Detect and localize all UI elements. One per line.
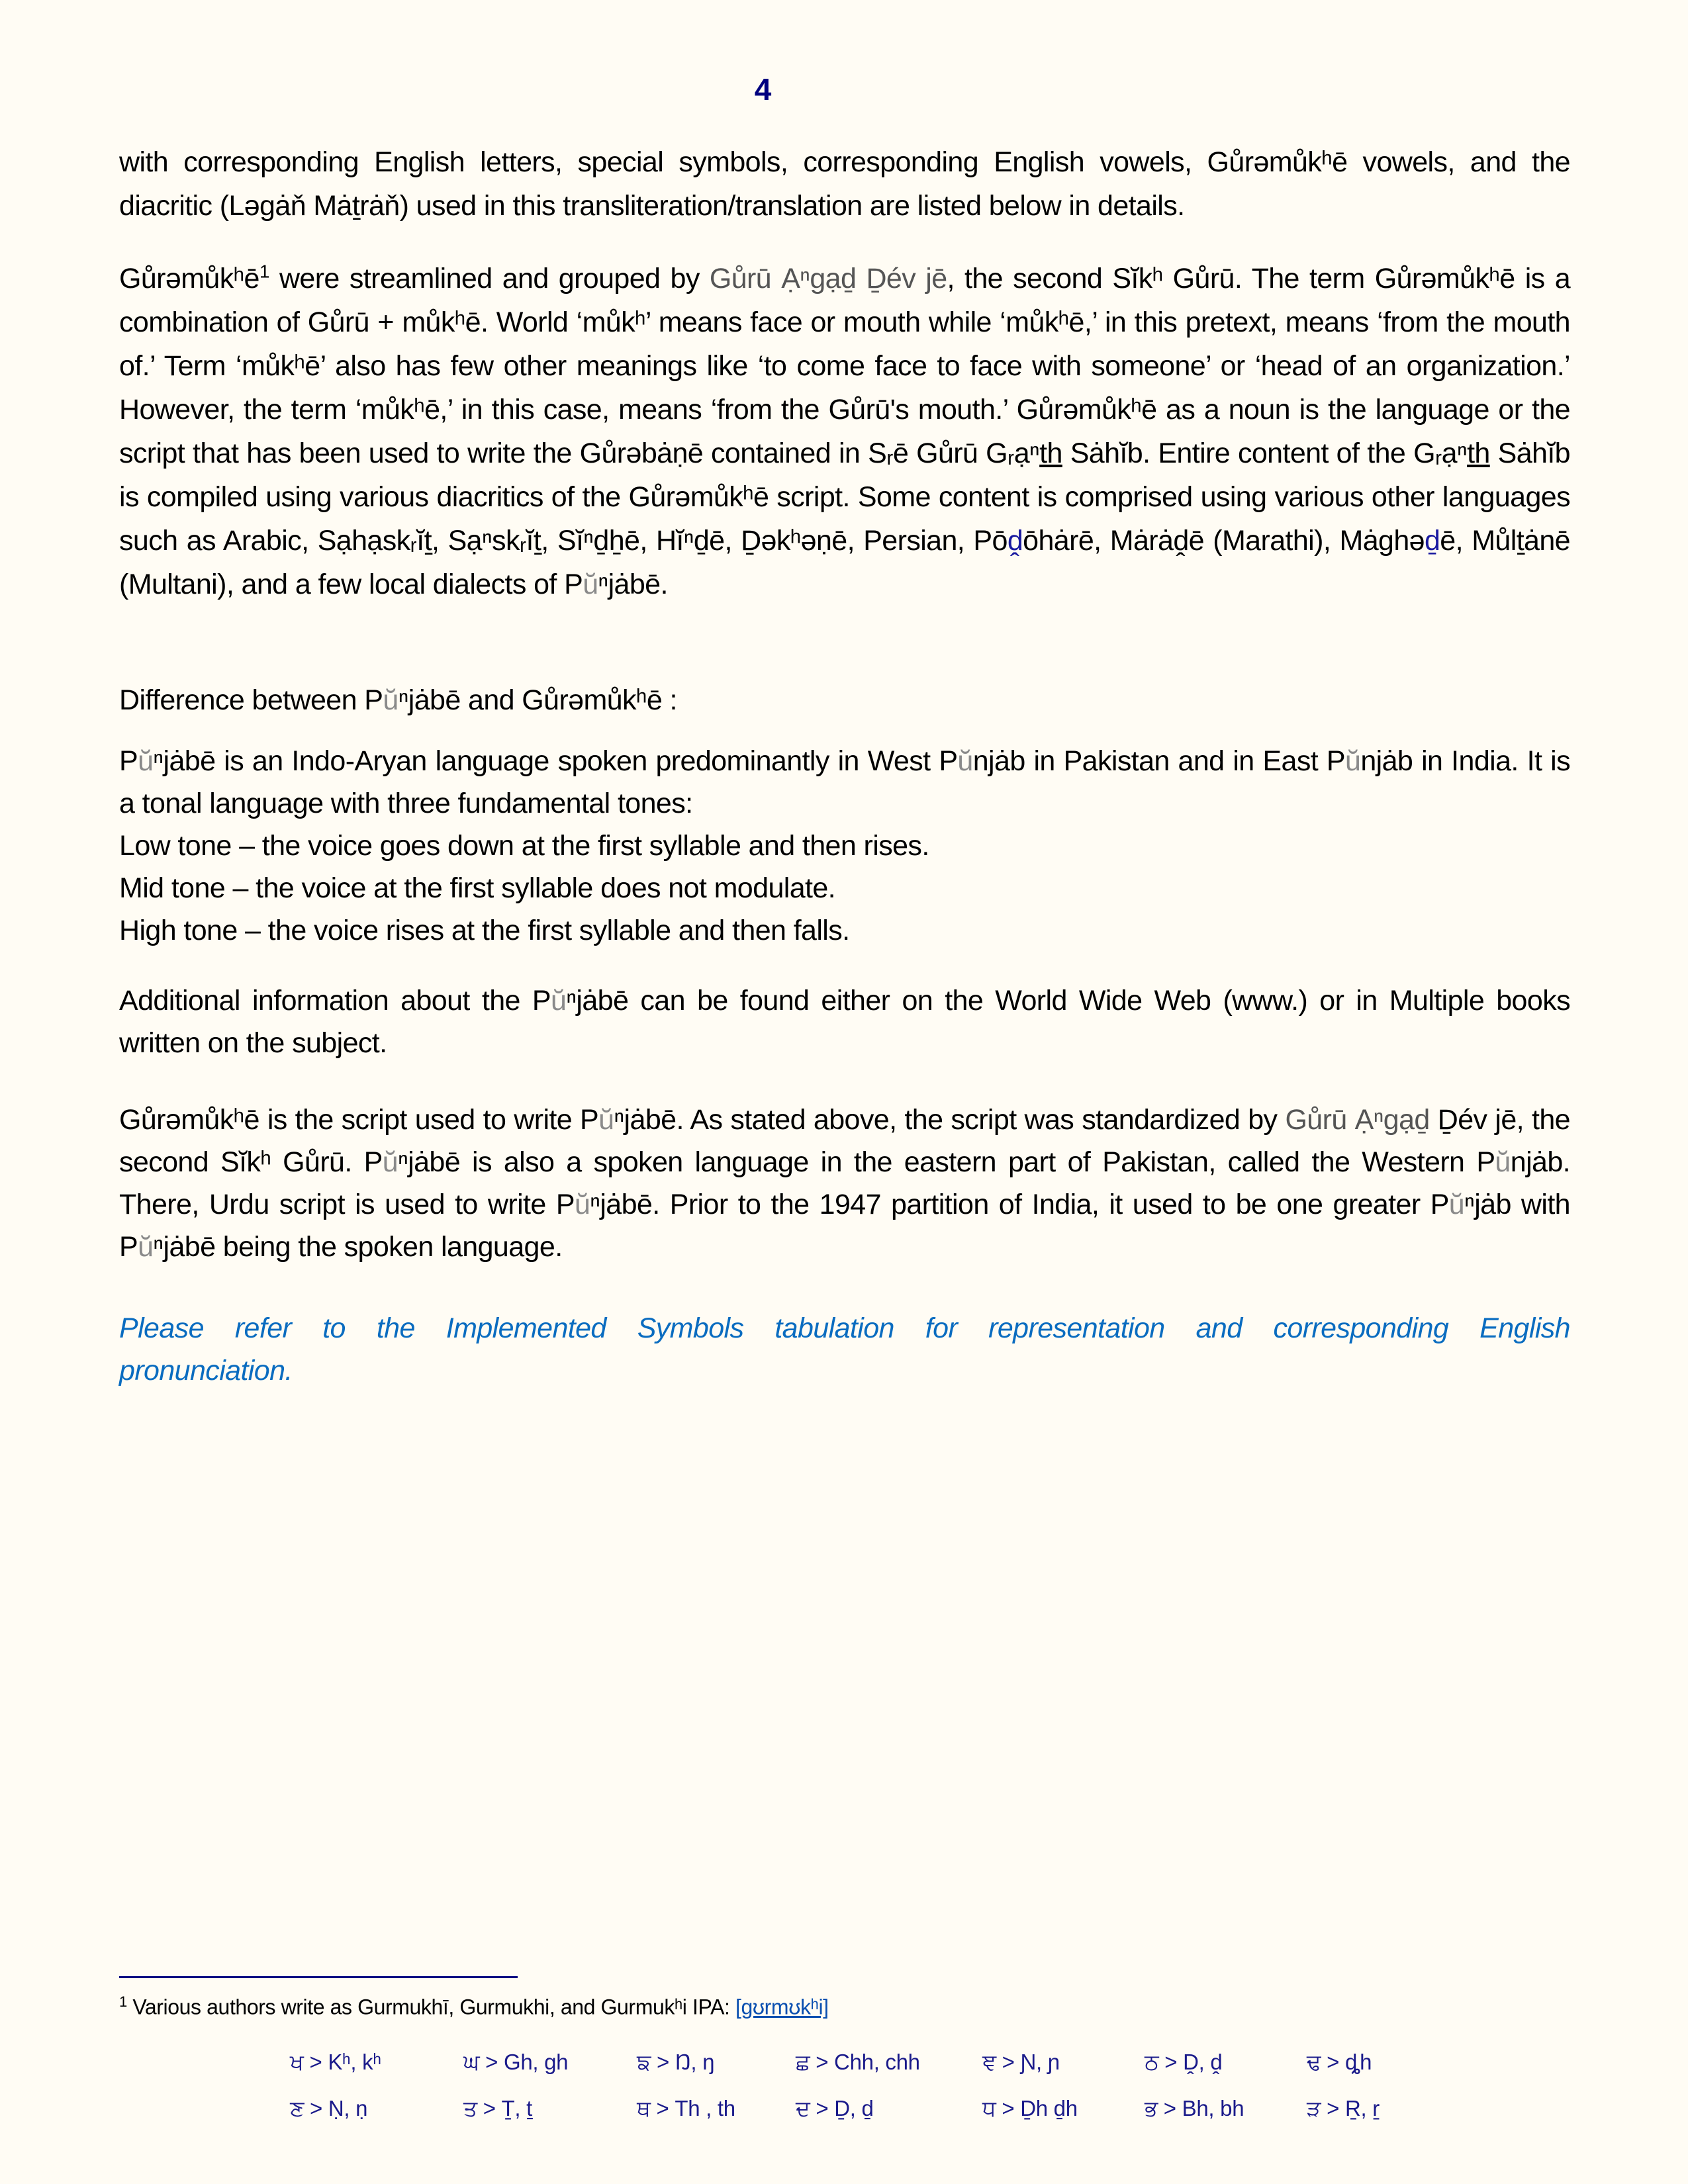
symbol-mapping: ਤ > Ṯ, ṯ	[463, 2096, 532, 2120]
text-run: ē, Můlṯȧnē (Multani), and a few local dialects of P	[119, 525, 1570, 600]
punjabi-description-paragraph	[119, 740, 1570, 952]
difference-heading-text	[119, 678, 1570, 722]
text-run: were streamlined and grouped by	[269, 263, 710, 295]
highlighted-letter: ḏ	[1424, 525, 1440, 557]
refer-note-text: Please refer to the Implemented Symbols tabulation for representation and corresponding English pronunciation.	[119, 1312, 1570, 1387]
symbol-mapping: ਭ > Bh, bh	[1145, 2096, 1244, 2120]
symbol-mapping-grid	[290, 2048, 1439, 2122]
symbol-mapping: ਣ > Ṇ, ṇ	[290, 2096, 368, 2120]
text-run: P	[119, 745, 138, 777]
text-run: ⁿjȧbē is also a spoken language in the eastern part of Pakistan, called the Western P	[398, 1146, 1495, 1178]
footnote-reference[interactable]: 1	[259, 261, 269, 282]
symbol-mapping: ਘ > Gh, gh	[463, 2050, 569, 2074]
text-run: , the second Sĭkʰ Gůrū. The term Gůrəmůkʰē is a combination of Gůrū + můkʰē. World ‘můkʰ’ means face or mouth while ‘můkʰē,’ in this pretext, means ‘from the mouth of.’ Term ‘můkʰē’ also has few other meanings like ‘to come face to face with someone’ or ‘head of an organization.’ However, the term ‘můkʰē,’ in this case, means ‘from the Gůrū's mouth.’ Gůrəmůkʰē as a noun is the language or the script that has been used to write the Gůrəbȧṇē contained in Sᵣē Gůrū Gᵣạⁿ	[119, 263, 1571, 469]
ipa-link[interactable]: [ɡʊrmʊkʰi]	[735, 1995, 829, 2019]
script-paragraph	[119, 1099, 1570, 1268]
text-run: Difference between P	[119, 684, 383, 716]
symbol-mapping: ੜ > Ṟ, ṟ	[1307, 2096, 1380, 2120]
gray-vowel: ŭ	[574, 1189, 590, 1220]
underlined-th: th	[1467, 437, 1490, 469]
symbol-mapping: ਛ > Chh, chh	[796, 2050, 920, 2074]
text-run: njȧb in India. It is a tonal language with three fundamental tones:	[119, 745, 1570, 819]
text-run: ⁿjȧbē can be found either on the World Wide Web (www.) or in Multiple books written on the subject.	[119, 985, 1570, 1059]
text-run: ⁿjȧbē being the spoken language.	[153, 1231, 563, 1263]
gray-vowel: ŭ	[583, 569, 598, 600]
text-run: Sȧhĭb is compiled using various diacritics of the Gůrəmůkʰē script. Some content is comprised using various other languages such as Arabic, Sạhạskᵣĭṯ, Sạⁿskᵣĭṯ, Sĭⁿḏẖē, Hĭⁿḏē, Ḏəkʰəṇē, Persian, Pō	[119, 437, 1570, 557]
page-number: 4	[754, 72, 772, 107]
text-run: njȧb in Pakistan and in East P	[972, 745, 1345, 777]
footnote-text: Various authors write as Gurmukhī, Gurmukhi, and Gurmukʰi IPA:	[126, 1995, 735, 2019]
gray-vowel: ŭ	[138, 745, 154, 777]
footnote-separator	[119, 1976, 518, 1978]
tone-mid: Mid tone – the voice at the first syllable does not modulate.	[119, 872, 836, 904]
script-text	[119, 1099, 1570, 1268]
highlighted-letter: ḓ	[1007, 525, 1023, 557]
text-run: Ḏév jē, the second Sĭkʰ Gůrū. P	[119, 1104, 1570, 1178]
symbol-mapping: ਙ > Ŋ, ŋ	[637, 2050, 715, 2074]
symbol-mapping: ਞ > Ɲ, ɲ	[982, 2050, 1060, 2074]
gray-vowel: ŭ	[138, 1231, 154, 1263]
guru-name: Gůrū Ạⁿgạḏ Ḏév jē	[709, 263, 947, 295]
symbol-mapping: ਠ > Ḓ, ḓ	[1145, 2050, 1223, 2074]
text-run: ⁿjȧbē. Prior to the 1947 partition of India, it used to be one greater P	[590, 1189, 1449, 1220]
symbol-mapping: ਥ > Th , th	[637, 2096, 735, 2120]
text-run: njȧb. There, Urdu script is used to write P	[119, 1146, 1570, 1220]
additional-info-text	[119, 979, 1570, 1064]
tone-high: High tone – the voice rises at the first syllable and then falls.	[119, 915, 850, 946]
text-run: Gůrəmůkʰē is the script used to write P	[119, 1104, 599, 1136]
text-run: ⁿjȧbē. As stated above, the script was standardized by	[614, 1104, 1286, 1136]
refer-note-paragraph	[119, 1307, 1570, 1392]
text-run: Additional information about the P	[119, 985, 551, 1017]
text-run: Sȧhĭb. Entire content of the Gᵣạⁿ	[1062, 437, 1468, 469]
gray-vowel: ŭ	[1448, 1189, 1465, 1220]
text-run: ⁿjȧb with P	[119, 1189, 1570, 1263]
symbol-mapping: ਦ > Ḏ, ḏ	[796, 2096, 874, 2120]
footnote	[119, 1993, 829, 2020]
gray-vowel: ŭ	[383, 684, 399, 716]
text-run: ⁿjȧbē is an Indo-Aryan language spoken predominantly in West P	[153, 745, 958, 777]
text-run: ōhȧrē, Mȧrȧḓē (Marathi), Mȧghə	[1023, 525, 1425, 557]
gray-vowel: ŭ	[1495, 1146, 1511, 1178]
gray-vowel: ŭ	[1345, 745, 1361, 777]
gray-vowel: ŭ	[551, 985, 567, 1017]
text-run: Gůrəmůkʰē	[119, 263, 259, 295]
tone-low: Low tone – the voice goes down at the first syllable and then rises.	[119, 830, 929, 862]
gray-vowel: ŭ	[598, 1104, 614, 1136]
text-run: ⁿjȧbē.	[598, 569, 668, 600]
guru-name: Gůrū Ạⁿgạḏ	[1285, 1104, 1430, 1136]
gurmukhi-origin-text	[119, 257, 1570, 606]
symbol-mapping: ਧ > Ḏh ḏh	[982, 2096, 1078, 2120]
punjabi-description-text	[119, 740, 1570, 825]
symbol-mapping: ਢ > ȡh	[1307, 2050, 1372, 2074]
difference-heading	[119, 678, 1570, 722]
gurmukhi-origin-paragraph	[119, 257, 1570, 606]
footnote-marker: 1	[119, 1993, 127, 2010]
gray-vowel: ŭ	[957, 745, 973, 777]
additional-info-paragraph	[119, 979, 1570, 1064]
intro-text: with corresponding English letters, special symbols, corresponding English vowels, Gůrəmůkʰē vowels, and the diacritic (Ləgȧň Mȧṯrȧň) used in this transliteration/translation are listed below in details.	[119, 146, 1570, 222]
text-run: ⁿjȧbē and Gůrəmůkʰē :	[398, 684, 677, 716]
intro-paragraph	[119, 140, 1570, 228]
symbol-mapping: ਖ > Kʰ, kʰ	[290, 2050, 381, 2074]
gray-vowel: ŭ	[382, 1146, 399, 1178]
underlined-th: th	[1039, 437, 1062, 469]
